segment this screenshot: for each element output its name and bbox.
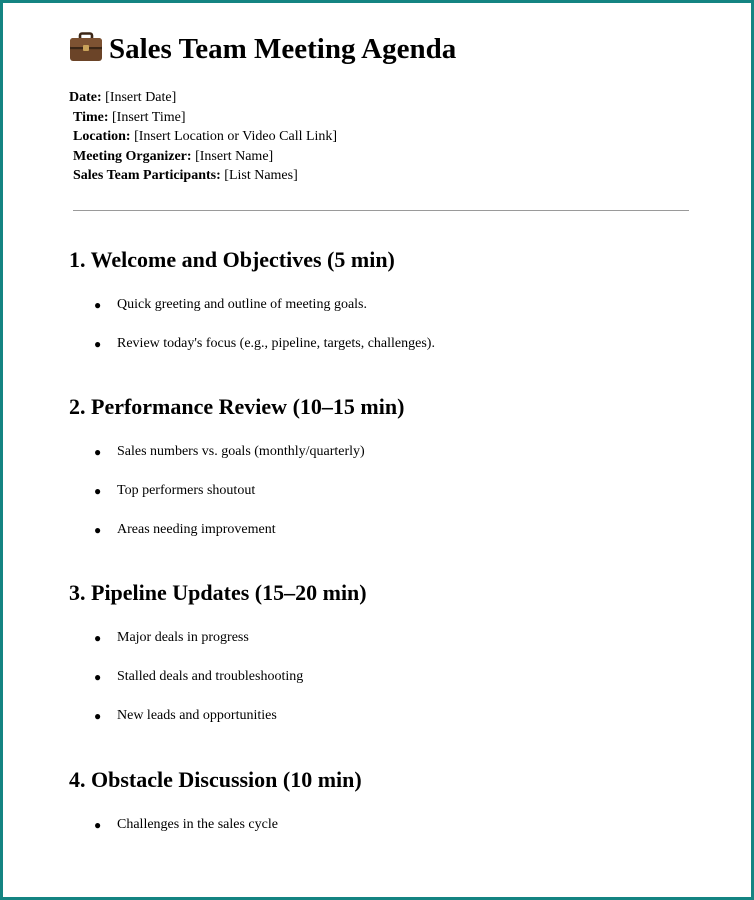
meta-location [69,127,337,147]
section-heading: 2. Performance Review (10–15 min) [69,394,405,419]
section-pipeline [69,578,709,726]
page-title [69,29,456,69]
list-item [69,520,709,540]
list-item [69,628,709,648]
meta-location-label: Location: [73,129,131,144]
bullet-list [69,442,709,540]
meta-participants-label: Sales Team Participants: [73,168,221,183]
list-item [69,667,709,687]
meta-date [69,88,337,108]
section-heading: 4. Obstacle Discussion (10 min) [69,767,362,792]
list-item [69,334,709,354]
briefcase-icon [69,32,103,62]
bullet-icon: ● [94,818,102,832]
bullet-icon: ● [94,670,102,684]
list-item-text: Stalled deals and troubleshooting [117,669,304,684]
meta-organizer-value: [Insert Name] [191,148,274,164]
meta-organizer-label: Meeting Organizer: [73,148,192,164]
bullet-icon: ● [94,298,102,312]
list-item-text: Top performers shoutout [117,483,256,498]
list-item [69,442,709,462]
list-item [69,815,709,835]
list-item-text: Areas needing improvement [117,522,276,537]
bullet-list [69,295,709,354]
list-item-text: Major deals in progress [117,630,249,645]
section-heading: 1. Welcome and Objectives (5 min) [69,247,395,272]
bullet-icon: ● [94,484,102,498]
list-item [69,481,709,501]
list-item-text: Review today's focus (e.g., pipeline, targets, challenges). [117,336,435,351]
horizontal-divider [73,210,689,211]
bullet-icon: ● [94,445,102,459]
meta-time-value: [Insert Time] [108,109,186,125]
bullet-icon: ● [94,523,102,537]
meta-organizer [69,147,337,167]
section-performance [69,392,709,540]
meta-participants-value: [List Names] [220,168,298,183]
list-item-text: New leads and opportunities [117,708,277,723]
page-title-text: Sales Team Meeting Agenda [109,33,457,65]
meta-date-value: [Insert Date] [101,90,177,105]
list-item-text: Quick greeting and outline of meeting goals. [117,297,367,312]
section-obstacles [69,765,709,835]
list-item [69,706,709,726]
meta-date-label: Date: [69,90,102,105]
list-item-text: Challenges in the sales cycle [117,817,278,832]
bullet-icon: ● [94,709,102,723]
bullet-icon: ● [94,337,102,351]
meeting-details [69,88,337,186]
bullet-list [69,815,709,835]
section-welcome [69,245,709,354]
meta-time-label: Time: [73,109,109,125]
list-item-text: Sales numbers vs. goals (monthly/quarterly) [117,444,365,459]
bullet-icon: ● [94,631,102,645]
meta-participants [69,166,337,186]
meta-time [69,108,337,128]
bullet-list [69,628,709,726]
list-item [69,295,709,315]
meta-location-value: [Insert Location or Video Call Link] [130,129,338,144]
section-heading: 3. Pipeline Updates (15–20 min) [69,580,367,605]
